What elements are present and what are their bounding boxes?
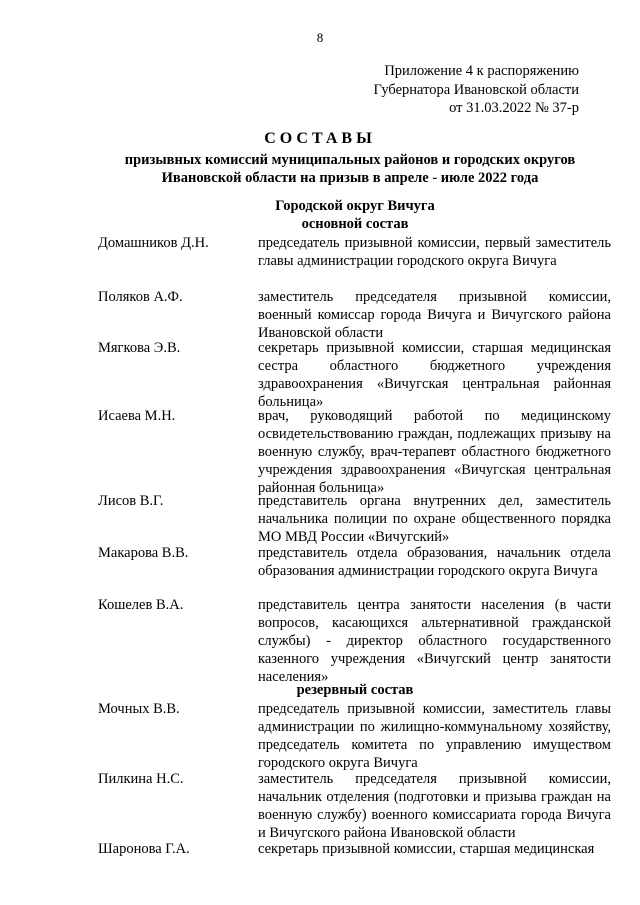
reserve-composition-heading: резервный состав — [296, 682, 414, 698]
member-name: Кошелев В.А. — [98, 597, 184, 613]
member-role: представитель центра занятости населения (в части вопросов, касающихся альтернативной гражданской службы) - директор областного государственного казенного учреждения «Вичугский центр занятости населения» — [258, 597, 611, 685]
member-role: представитель отдела образования, начальник отдела образования администрации городского округа Вичуга — [258, 545, 611, 579]
appendix-header — [374, 62, 579, 118]
appendix-line-3: от 31.03.2022 № 37-р — [449, 100, 579, 116]
main-composition-heading: основной состав — [301, 216, 409, 232]
member-role: заместитель председателя призывной комиссии, начальник отделения (подготовки и призыва граждан на военную службу) военного комиссариата города Вичуга и Вичугского района Ивановской области — [258, 771, 611, 841]
member-name: Лисов В.Г. — [98, 493, 164, 509]
member-name: Поляков А.Ф. — [98, 289, 183, 305]
member-name: Пилкина Н.С. — [98, 771, 184, 787]
member-role: секретарь призывной комиссии, старшая медицинская — [258, 841, 595, 857]
member-role: заместитель председателя призывной комиссии, военный комиссар города Вичуга и Вичугского района Ивановской области — [258, 289, 611, 341]
member-role: представитель органа внутренних дел, заместитель начальника полиции по охране общественного порядка МО МВД России «Вичугский» — [258, 493, 611, 545]
member-role: секретарь призывной комиссии, старшая медицинская сестра областного бюджетного учреждения здравоохранения «Вичугская центральная районная больница» — [258, 340, 611, 410]
appendix-line-1: Приложение 4 к распоряжению — [384, 63, 579, 79]
appendix-line-2: Губернатора Ивановской области — [373, 81, 579, 98]
member-role: председатель призывной комиссии, заместитель главы администрации по жилищно-коммунальному хозяйству, председатель комитета по управлению имуществом городского округа Вичуга — [258, 701, 611, 771]
member-name: Макарова В.В. — [98, 545, 189, 561]
document-title: СОСТАВЫ — [264, 130, 376, 147]
subtitle-line-1: призывных комиссий муниципальных районов и городских округов — [124, 152, 576, 168]
member-name: Домашников Д.Н. — [98, 235, 209, 251]
page-number: 8 — [316, 30, 324, 45]
document-subtitle — [60, 152, 640, 187]
member-name: Шаронова Г.А. — [98, 841, 190, 857]
member-name: Исаева М.Н. — [98, 408, 176, 424]
member-name: Мочных В.В. — [98, 701, 180, 717]
member-role: врач, руководящий работой по медицинскому освидетельствованию граждан, подлежащих призыву на военную службу, врач-терапевт областного бюджетного учреждения здравоохранения «Вичугская центральная районная больница» — [258, 408, 611, 496]
district-heading: Городской округ Вичуга — [275, 198, 435, 214]
subtitle-line-2: Ивановской области на призыв в апреле - июле 2022 года — [161, 169, 539, 186]
member-role: председатель призывной комиссии, первый заместитель главы администрации городского округа Вичуга — [258, 235, 611, 269]
member-name: Мягкова Э.В. — [98, 340, 181, 356]
